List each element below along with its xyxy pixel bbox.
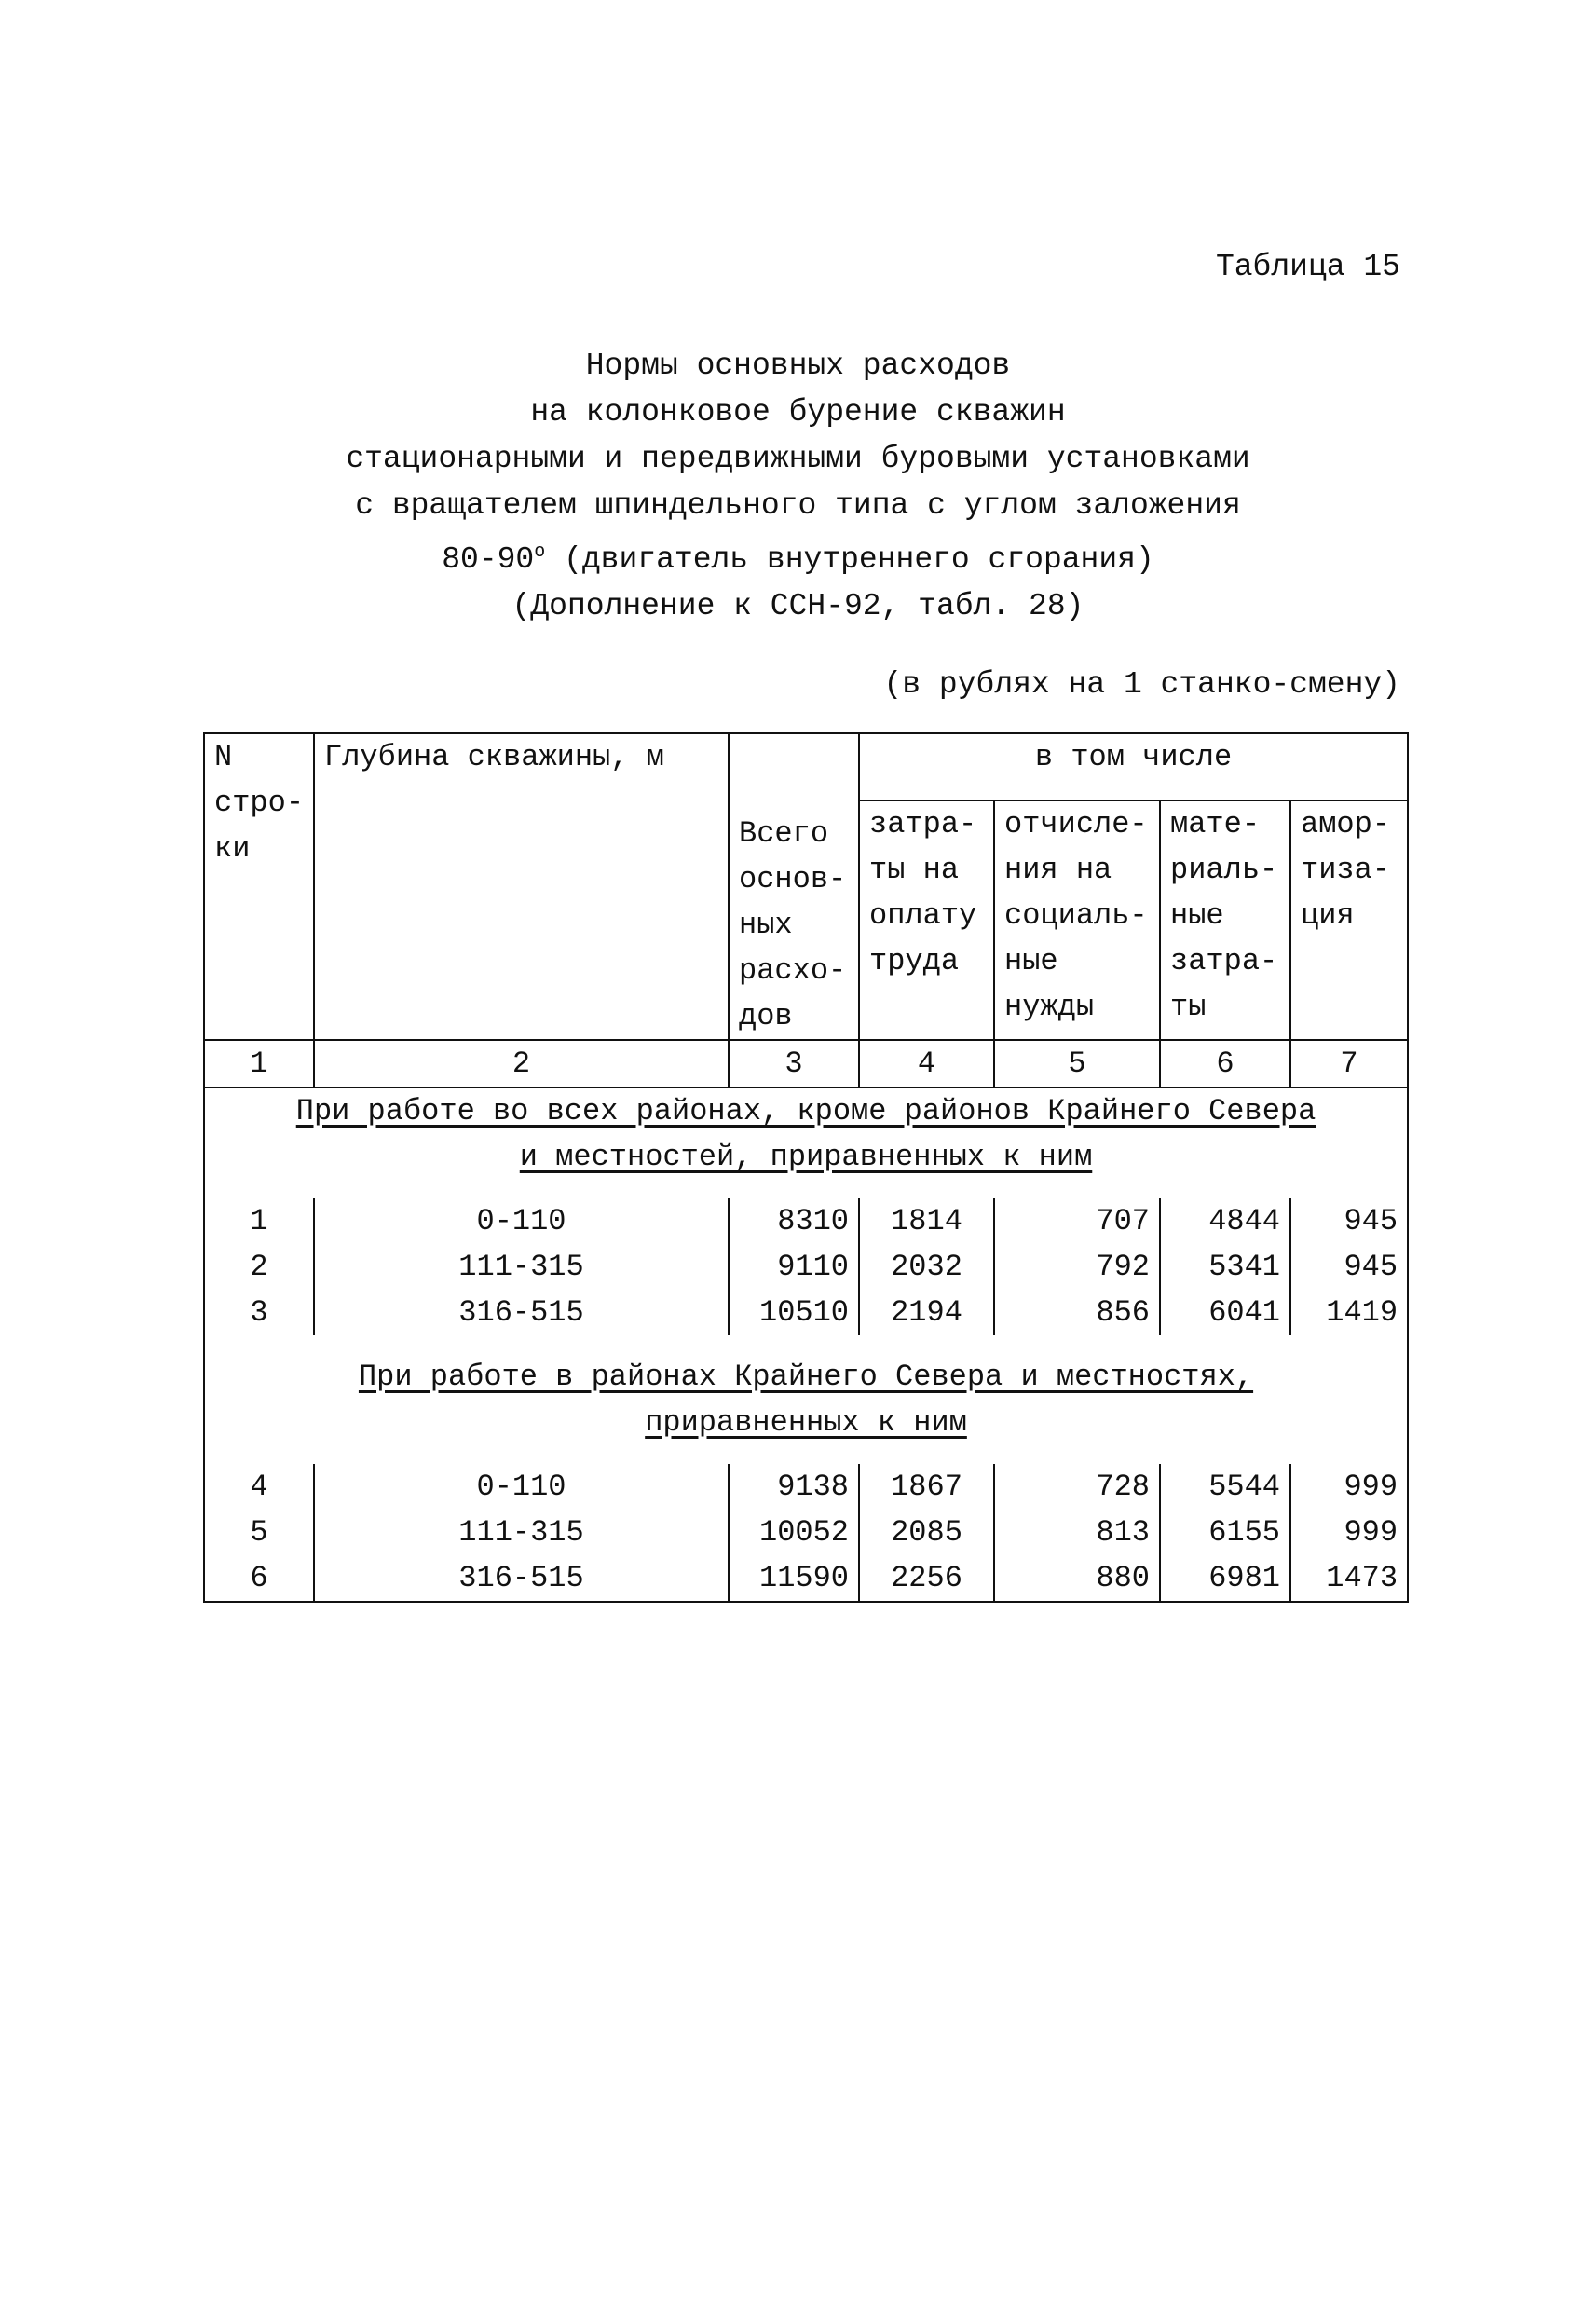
- section-title-line: приравненных к ним: [645, 1405, 967, 1440]
- row-number: 6: [204, 1555, 314, 1602]
- header-social-line: нужды: [1004, 989, 1095, 1024]
- section-title-line: При работе во всех районах, кроме районов Крайнего Севера: [295, 1094, 1316, 1128]
- social-cell: 856: [994, 1290, 1160, 1335]
- total-cell: 9110: [729, 1244, 859, 1290]
- header-row-number-line: N: [214, 740, 233, 774]
- section-title-line: При работе в районах Крайнего Севера и местностях,: [358, 1360, 1254, 1394]
- header-group-label: в том числе: [1034, 740, 1233, 774]
- angle-range: 80-90: [442, 542, 535, 577]
- header-amortization: [1290, 800, 1408, 1040]
- column-number: 7: [1290, 1040, 1408, 1087]
- header-social: [994, 800, 1160, 1040]
- column-number: 3: [729, 1040, 859, 1087]
- header-labor-line: оплату: [869, 897, 977, 933]
- amortization-cell: 999: [1290, 1510, 1408, 1555]
- material-cell: 4844: [1160, 1198, 1290, 1244]
- labor-cell: 2256: [859, 1555, 994, 1602]
- header-amortization-line: амор-: [1301, 806, 1391, 841]
- row-number: 1: [204, 1198, 314, 1244]
- section-title: [204, 1087, 1408, 1180]
- units-note: (в рублях на 1 станко-смену): [883, 667, 1400, 702]
- header-material-line: затра-: [1170, 943, 1278, 978]
- header-material-line: мате-: [1170, 806, 1261, 841]
- column-numbers-row: [204, 1040, 1408, 1087]
- column-number: 5: [994, 1040, 1160, 1087]
- header-depth: [314, 733, 729, 1040]
- norms-table: [203, 732, 1409, 1603]
- degree-sign: o: [534, 541, 546, 563]
- social-cell: 792: [994, 1244, 1160, 1290]
- labor-cell: 1867: [859, 1464, 994, 1510]
- material-cell: 6041: [1160, 1290, 1290, 1335]
- header-labor: [859, 800, 994, 1040]
- table-row: [204, 1464, 1408, 1510]
- title-line-1: Нормы основных расходов: [585, 349, 1011, 383]
- amortization-cell: 945: [1290, 1244, 1408, 1290]
- social-cell: 728: [994, 1464, 1160, 1510]
- total-cell: 10510: [729, 1290, 859, 1335]
- material-cell: 6981: [1160, 1555, 1290, 1602]
- depth-cell: 111-315: [314, 1510, 729, 1555]
- header-depth-label: Глубина скважины, м: [324, 740, 664, 774]
- section-title-line: и местностей, приравненных к ним: [519, 1140, 1093, 1174]
- header-material-line: ные: [1170, 897, 1224, 933]
- amortization-cell: 999: [1290, 1464, 1408, 1510]
- column-number: 6: [1160, 1040, 1290, 1087]
- table-number: Таблица 15: [1215, 250, 1400, 284]
- title-line-6: (Дополнение к ССН-92, табл. 28): [512, 589, 1084, 623]
- header-total-line: расхо-: [739, 953, 847, 988]
- header-material-line: риаль-: [1170, 852, 1278, 887]
- total-cell: 10052: [729, 1510, 859, 1555]
- header-social-line: отчисле-: [1004, 806, 1148, 841]
- amortization-cell: 1419: [1290, 1290, 1408, 1335]
- amortization-cell: 1473: [1290, 1555, 1408, 1602]
- labor-cell: 1814: [859, 1198, 994, 1244]
- header-amortization-line: ция: [1301, 897, 1355, 933]
- labor-cell: 2085: [859, 1510, 994, 1555]
- material-cell: 6155: [1160, 1510, 1290, 1555]
- table-row: [204, 1244, 1408, 1290]
- depth-cell: 0-110: [314, 1464, 729, 1510]
- column-number: 2: [314, 1040, 729, 1087]
- table-row: [204, 1510, 1408, 1555]
- header-total: [729, 733, 859, 1040]
- table-row: [204, 1290, 1408, 1335]
- total-cell: 11590: [729, 1555, 859, 1602]
- labor-cell: 2194: [859, 1290, 994, 1335]
- header-row-number: [204, 733, 314, 1040]
- column-number: 4: [859, 1040, 994, 1087]
- depth-cell: 0-110: [314, 1198, 729, 1244]
- header-total-line: основ-: [739, 862, 847, 896]
- header-total-line: дов: [739, 999, 793, 1033]
- header-material: [1160, 800, 1290, 1040]
- header-labor-line: затра-: [869, 806, 977, 841]
- row-number: 4: [204, 1464, 314, 1510]
- labor-cell: 2032: [859, 1244, 994, 1290]
- header-labor-line: труда: [869, 943, 960, 978]
- section-heading: [204, 1087, 1408, 1180]
- row-number: 5: [204, 1510, 314, 1555]
- total-cell: 8310: [729, 1198, 859, 1244]
- title-line-3: стационарными и передвижными буровыми установками: [346, 442, 1250, 476]
- header-total-line: ных: [739, 908, 793, 942]
- header-amortization-line: тиза-: [1301, 852, 1391, 887]
- header-social-line: социаль-: [1004, 897, 1148, 933]
- title-line-2: на колонковое бурение скважин: [530, 395, 1066, 430]
- column-number: 1: [204, 1040, 314, 1087]
- header-labor-line: ты на: [869, 852, 960, 887]
- total-cell: 9138: [729, 1464, 859, 1510]
- table-row: [204, 1555, 1408, 1602]
- section-title: [204, 1354, 1408, 1445]
- header-material-line: ты: [1170, 989, 1207, 1024]
- social-cell: 880: [994, 1555, 1160, 1602]
- header-social-line: ния на: [1004, 852, 1112, 887]
- header-group: [859, 733, 1408, 800]
- depth-cell: 111-315: [314, 1244, 729, 1290]
- header-row-number-line: ки: [214, 831, 251, 866]
- table-row: [204, 1198, 1408, 1244]
- section-heading: [204, 1354, 1408, 1445]
- engine-type: (двигатель внутреннего сгорания): [545, 542, 1154, 577]
- title-line-5: [0, 529, 1596, 583]
- material-cell: 5544: [1160, 1464, 1290, 1510]
- header-row-number-line: стро-: [214, 786, 305, 820]
- depth-cell: 316-515: [314, 1555, 729, 1602]
- depth-cell: 316-515: [314, 1290, 729, 1335]
- row-number: 2: [204, 1244, 314, 1290]
- material-cell: 5341: [1160, 1244, 1290, 1290]
- row-number: 3: [204, 1290, 314, 1335]
- title-line-4: с вращателем шпиндельного типа с углом заложения: [355, 488, 1241, 523]
- header-social-line: ные: [1004, 943, 1058, 978]
- header-total-line: Всего: [739, 816, 829, 851]
- social-cell: 707: [994, 1198, 1160, 1244]
- social-cell: 813: [994, 1510, 1160, 1555]
- amortization-cell: 945: [1290, 1198, 1408, 1244]
- document-title: [0, 343, 1596, 630]
